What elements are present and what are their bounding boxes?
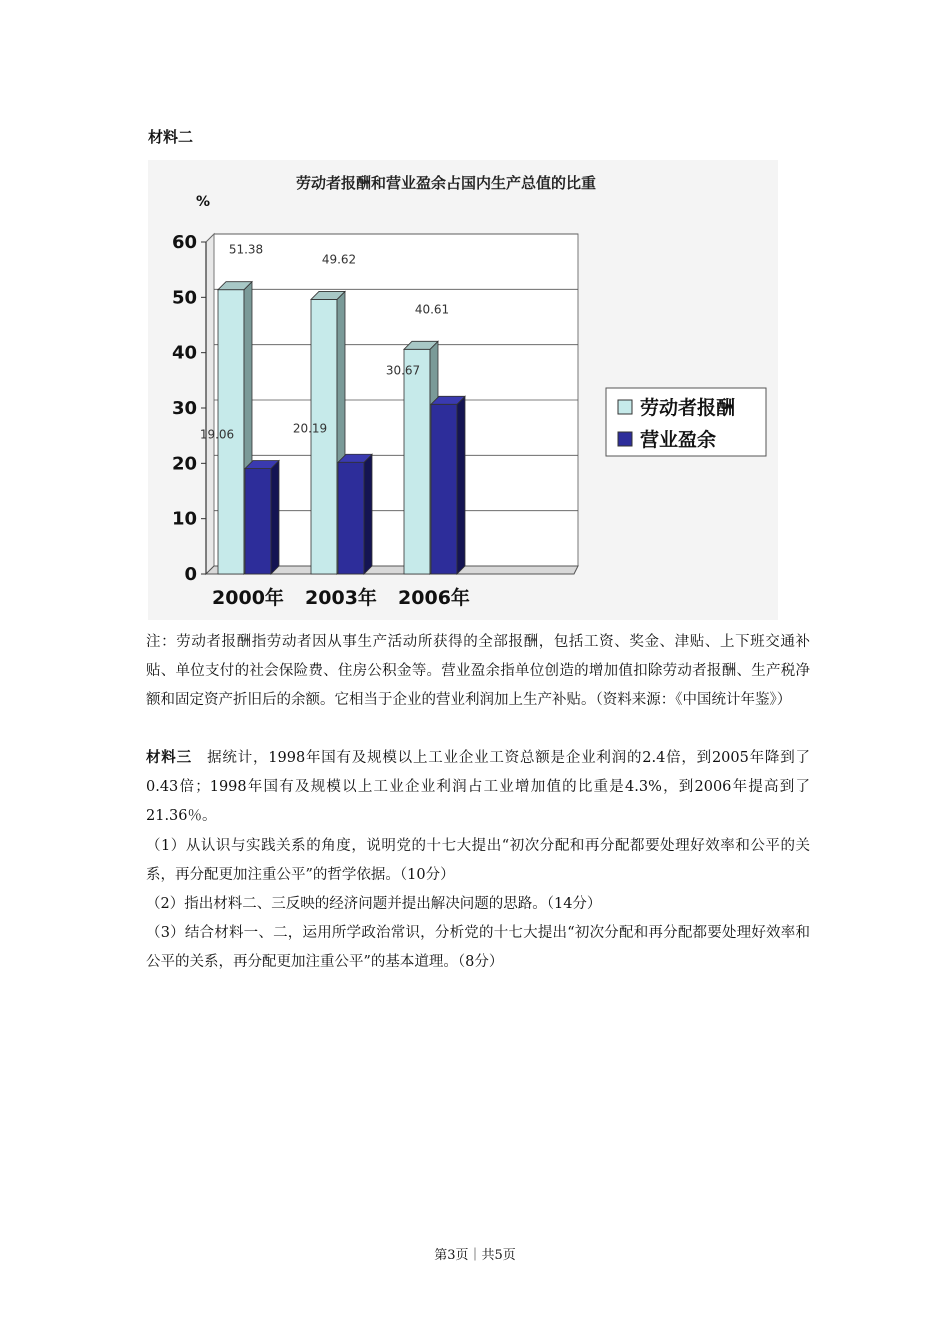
bar-labor-compensation [311, 299, 337, 574]
question-2: （2）指出材料二、三反映的经济问题并提出解决问题的思路。（14分） [146, 896, 602, 912]
chart-note [146, 628, 810, 715]
data-label: 51.38 [228, 242, 264, 257]
legend-entry: 劳动者报酬 [640, 397, 736, 419]
data-label: 20.19 [292, 421, 328, 436]
y-tick-label: 10 [171, 508, 197, 530]
data-label: 30.67 [385, 363, 421, 378]
y-tick-label: 50 [171, 287, 197, 309]
note-paragraph: 注：劳动者报酬指劳动者因从事生产活动所获得的全部报酬，包括工资、奖金、津贴、上下班交通补贴、单位支付的社会保险费、住房公积金等。营业盈余指单位创造的增加值扣除劳动者报酬、生产税净额和固定资产折旧后的余额。它相当于企业的营业利润加上生产补贴。（资料来源：《中国统计年鉴》） [146, 634, 810, 708]
data-label: 40.61 [414, 302, 450, 317]
data-label: 49.62 [321, 252, 357, 267]
x-category-label: 2000年 [212, 587, 284, 609]
legend-swatch [618, 432, 632, 446]
page-footer: 第3页｜共5页 [434, 1248, 516, 1263]
y-tick-label: 30 [171, 398, 197, 419]
plot-area [172, 232, 578, 609]
bar-side [271, 461, 279, 574]
questions-list [146, 832, 810, 977]
material-3-heading: 材料三 [146, 750, 192, 766]
material-2-heading: 材料二 [148, 128, 194, 146]
y-axis-unit: % [196, 194, 211, 210]
bar-labor-compensation [404, 349, 430, 574]
bar-operating-surplus [338, 462, 364, 574]
bar-side [457, 396, 465, 574]
x-category-label: 2006年 [398, 587, 470, 609]
bar-chart [148, 160, 778, 620]
legend-swatch [618, 400, 632, 414]
y-tick-label: 0 [184, 564, 197, 585]
question-1: （1）从认识与实践关系的角度，说明党的十七大提出“初次分配和再分配都要处理好效率和公平的关系，再分配更加注重公平”的哲学依据。（10分） [146, 838, 810, 883]
bar-operating-surplus [245, 469, 271, 574]
material-3-text: 据统计，1998年国有及规模以上工业企业工资总额是企业利润的2.4倍，到2005年降到了0.43倍；1998年国有及规模以上工业企业利润占工业增加值的比重是4.3%，到2006年提高到了21.36％。 [146, 750, 810, 824]
y-tick-label: 20 [171, 453, 197, 475]
x-category-label: 2003年 [305, 587, 377, 609]
bar-side [364, 454, 372, 574]
data-label: 19.06 [199, 427, 235, 442]
chart-legend [606, 388, 766, 456]
left-wall [206, 234, 214, 574]
bar-operating-surplus [431, 404, 457, 574]
question-3: （3）结合材料一、二，运用所学政治常识，分析党的十七大提出“初次分配和再分配都要处理好效率和公平的关系，再分配更加注重公平”的基本道理。（8分） [146, 925, 810, 970]
y-tick-label: 40 [171, 342, 197, 364]
material-3 [146, 744, 810, 831]
chart-title: 劳动者报酬和营业盈余占国内生产总值的比重 [295, 174, 597, 192]
legend-entry: 营业盈余 [640, 429, 717, 451]
y-tick-label: 60 [171, 232, 197, 253]
